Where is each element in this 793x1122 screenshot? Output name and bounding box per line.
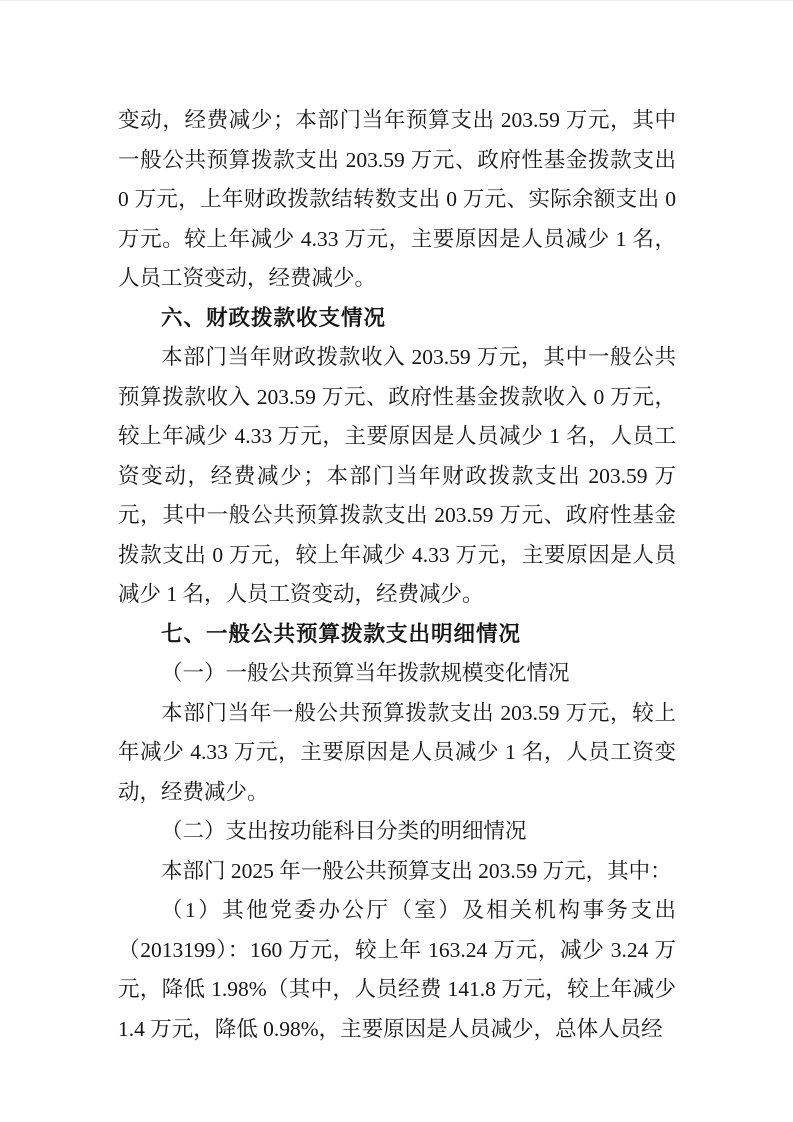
paragraph-2025-budget-total: 本部门 2025 年一般公共预算支出 203.59 万元，其中： — [161, 858, 672, 883]
paragraph-fiscal-appropriation-detail: 本部门当年财政拨款收入 203.59 万元，其中一般公共预算拨款收入 203.59 万元、政府性基金拨款收入 0 万元，较上年减少 4.33 万元，主要原因是人员减少 1 名，人员工资变动，经费减少；本部门当年财政拨款支出 203.59 万元，其中一般公共预算拨款支出 203.59 万元、政府性基金拨款支出 0 万元，较上年减少 4.33 万元，主要原因是人员减少 1 名，人员工资变动，经费减少。 — [118, 345, 676, 606]
section-heading-7-public-budget-detail: 七、一般公共预算拨款支出明细情况 — [161, 621, 522, 646]
sub-heading-2-expenditure-by-function: （二）支出按功能科目分类的明细情况 — [161, 819, 527, 843]
paragraph-appropriation-scale-change: 本部门当年一般公共预算拨款支出 203.59 万元，较上年减少 4.33 万元，主要原因是人员减少 1 名，人员工资变动，经费减少。 — [118, 700, 676, 804]
document-content — [118, 101, 676, 1049]
paragraph-budget-expenditure-continued: 变动，经费减少；本部门当年预算支出 203.59 万元，其中一般公共预算拨款支出 203.59 万元、政府性基金拨款支出 0 万元，上年财政拨款结转数支出 0 万元、实际余额支出 0 万元。较上年减少 4.33 万元，主要原因是人员减少 1 名，人员工资变动，经费减少。 — [118, 108, 676, 290]
sub-heading-1-appropriation-scale-change: （一）一般公共预算当年拨款规模变化情况 — [161, 661, 570, 685]
paragraph-item-1-party-committee-office: （1）其他党委办公厅（室）及相关机构事务支出（2013199）：160 万元，较上年 163.24 万元，减少 3.24 万元，降低 1.98%（其中，人员经费 141.8 万元，较上年减少 1.4 万元，降低 0.98%，主要原因是人员减少，总体人员经 — [118, 898, 676, 1041]
section-heading-6-fiscal-appropriation: 六、财政拨款收支情况 — [161, 305, 387, 330]
